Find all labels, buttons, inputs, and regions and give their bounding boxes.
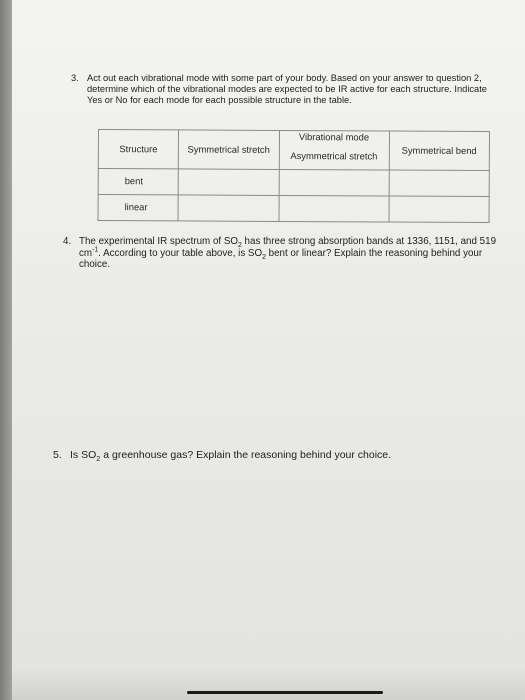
home-indicator-bar[interactable]: [187, 691, 383, 694]
question-4-text-d: bent or linear? Explain the reasoning behind your choice.: [79, 247, 483, 271]
cell-bent-symmetrical-stretch[interactable]: [178, 169, 279, 196]
question-4-sub-a: 2: [238, 241, 242, 249]
question-4-text-b: has three strong absorption bands at 1336, 1151, and 519 cm: [79, 236, 497, 259]
question-5-sub-a: 2: [96, 454, 101, 464]
cell-linear-symmetrical-stretch[interactable]: [178, 195, 279, 222]
table-row-linear: [98, 195, 489, 223]
mode-asymmetrical-stretch-header: Asymmetrical stretch: [279, 142, 389, 170]
question-5-text-b: a greenhouse gas? Explain the reasoning behind your choice.: [100, 449, 392, 461]
cell-linear-symmetrical-bend[interactable]: [389, 196, 490, 223]
question-5: [53, 449, 490, 464]
cell-linear-asymmetrical-stretch[interactable]: [279, 195, 389, 222]
question-4-number: 4.: [63, 236, 72, 247]
mode-symmetrical-bend-header: Symmetrical bend: [389, 131, 490, 171]
question-4-text-a: The experimental IR spectrum of SO: [79, 236, 238, 247]
vibrational-mode-header: Vibrational mode: [279, 130, 389, 143]
cell-bent-asymmetrical-stretch[interactable]: [279, 169, 389, 196]
question-4-text-c: . According to your table above, is SO: [98, 247, 263, 259]
row-label-linear: linear: [98, 195, 178, 221]
question-3-number: 3.: [71, 73, 79, 83]
structure-header: Structure: [98, 130, 178, 169]
mode-symmetrical-stretch-header: Symmetrical stretch: [178, 130, 279, 170]
cell-bent-symmetrical-bend[interactable]: [389, 170, 490, 197]
question-3: [71, 73, 497, 107]
vibrational-mode-table: [98, 129, 490, 223]
page-shadow: [12, 668, 525, 700]
question-3-text: Act out each vibrational mode with some part of your body. Based on your answer to question 2, determine which of the vibrational modes are expected to be IR active for each structure. Indicate Yes or No for each mode for each possible structure in the table.: [87, 73, 487, 106]
table-row-bent: [98, 169, 489, 197]
question-5-number: 5.: [53, 449, 62, 461]
question-4: [63, 236, 504, 271]
question-4-sub-c: 2: [262, 253, 266, 261]
question-5-text-a: Is SO: [70, 449, 97, 461]
question-4-sup-b: -1: [92, 246, 99, 254]
row-label-bent: bent: [98, 169, 178, 195]
